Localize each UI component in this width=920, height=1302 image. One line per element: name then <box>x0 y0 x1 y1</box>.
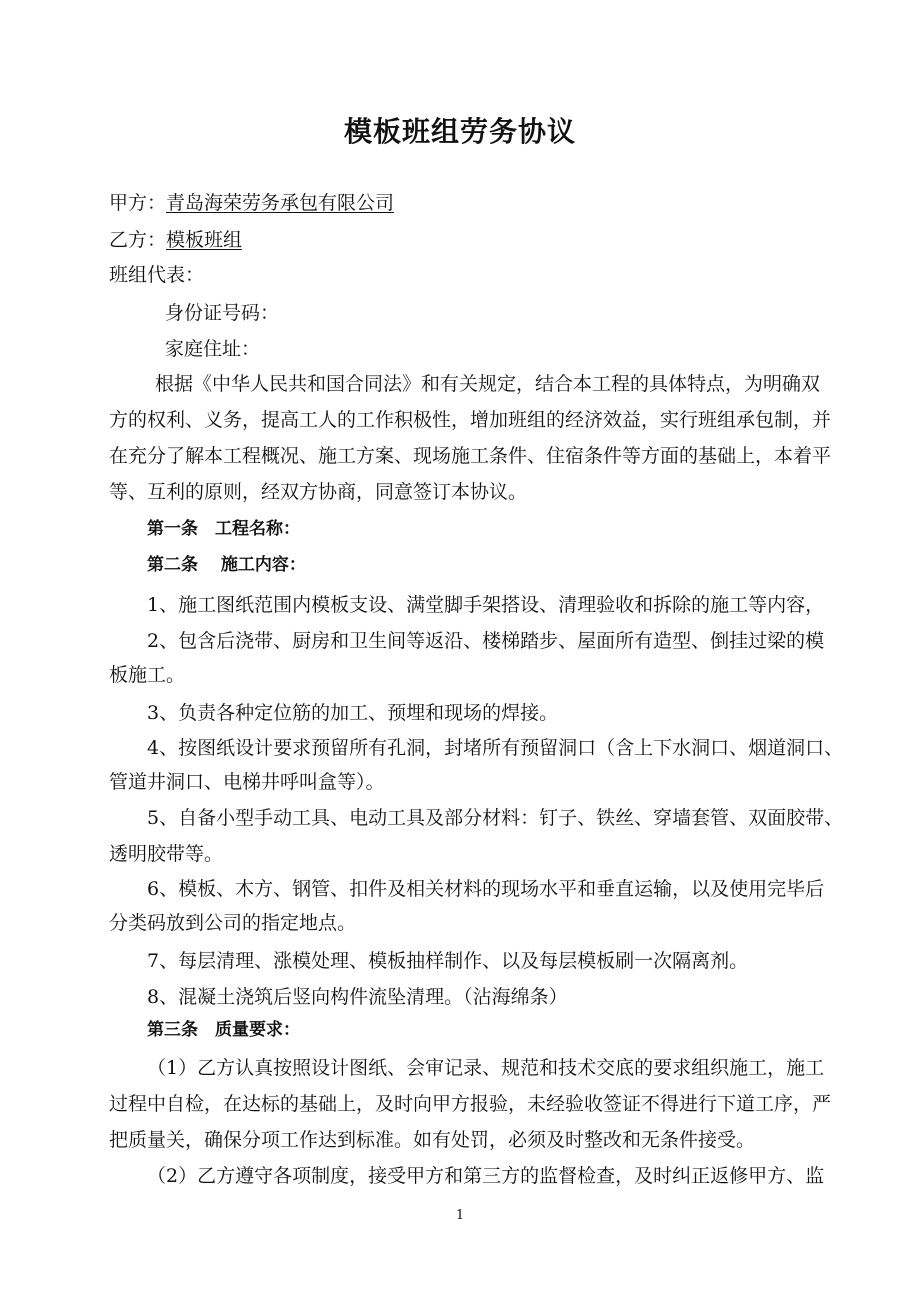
article-2-heading: 第二条 施工内容： <box>147 555 306 575</box>
content-item: 8、混凝土浇筑后竖向构件流坠清理。（沾海绵条） <box>147 986 568 1008</box>
quality-line: （2）乙方遵守各项制度，接受甲方和第三方的监督检查，及时纠正返修甲方、监 <box>147 1165 825 1187</box>
content-item: 管道井洞口、电梯井呼叫盒等）。 <box>109 771 385 793</box>
content-item: 透明胶带等。 <box>109 843 224 865</box>
party-a-value: 青岛海荣劳务承包有限公司 <box>166 192 395 214</box>
content-item: 1、施工图纸范围内模板支设、满堂脚手架搭设、清理验收和拆除的施工等内容， <box>147 594 825 616</box>
address-label: 家庭住址： <box>165 338 261 360</box>
intro-line: 在充分了解本工程概况、施工方案、现场施工条件、住宿条件等方面的基础上，本着平 <box>109 445 832 467</box>
content-item: 3、负责各种定位筋的加工、预埋和现场的焊接。 <box>147 702 559 724</box>
intro-line: 等、互利的原则，经双方协商，同意签订本协议。 <box>109 481 528 503</box>
content-item: 板施工。 <box>109 664 186 686</box>
article-1-heading: 第一条 工程名称： <box>147 519 300 539</box>
document-title: 模板班组劳务协议 <box>343 115 576 148</box>
party-b-value: 模板班组 <box>166 229 243 251</box>
party-b-label: 乙方： <box>109 229 167 251</box>
content-item: 6、模板、木方、钢管、扣件及相关材料的现场水平和垂直运输，以及使用完毕后 <box>147 878 825 900</box>
intro-line: 根据《中华人民共和国合同法》和有关规定，结合本工程的具体特点，为明确双 <box>155 373 821 395</box>
party-a-label: 甲方： <box>109 192 167 214</box>
quality-line: 把质量关，确保分项工作达到标准。如有处罚，必须及时整改和无条件接受。 <box>109 1129 756 1151</box>
id-number-label: 身份证号码： <box>165 302 280 324</box>
content-item: 7、每层清理、涨模处理、模板抽样制作、以及每层模板刷一次隔离剂。 <box>147 950 749 972</box>
party-b-line <box>109 224 812 257</box>
content-item: 分类码放到公司的指定地点。 <box>109 912 357 934</box>
quality-line: （1）乙方认真按照设计图纸、会审记录、规范和技术交底的要求组织施工，施工 <box>147 1057 825 1079</box>
article-3-heading: 第三条 质量要求： <box>147 1020 300 1040</box>
content-item: 5、自备小型手动工具、电动工具及部分材料：钉子、铁丝、穿墙套管、双面胶带、 <box>147 807 844 829</box>
content-item: 2、包含后浇带、厨房和卫生间等返沿、楼梯踏步、屋面所有造型、倒挂过梁的模 <box>147 630 825 652</box>
party-a-line <box>109 187 812 220</box>
page-number: 1 <box>455 1208 465 1223</box>
content-item: 4、按图纸设计要求预留所有孔洞，封堵所有预留洞口（含上下水洞口、烟道洞口、 <box>147 737 844 759</box>
representative-label: 班组代表： <box>109 264 205 286</box>
intro-line: 方的权利、义务，提高工人的工作积极性，增加班组的经济效益，实行班组承包制，并 <box>109 409 832 431</box>
quality-line: 过程中自检，在达标的基础上，及时向甲方报验，未经验收签证不得进行下道工序，严 <box>109 1093 832 1115</box>
